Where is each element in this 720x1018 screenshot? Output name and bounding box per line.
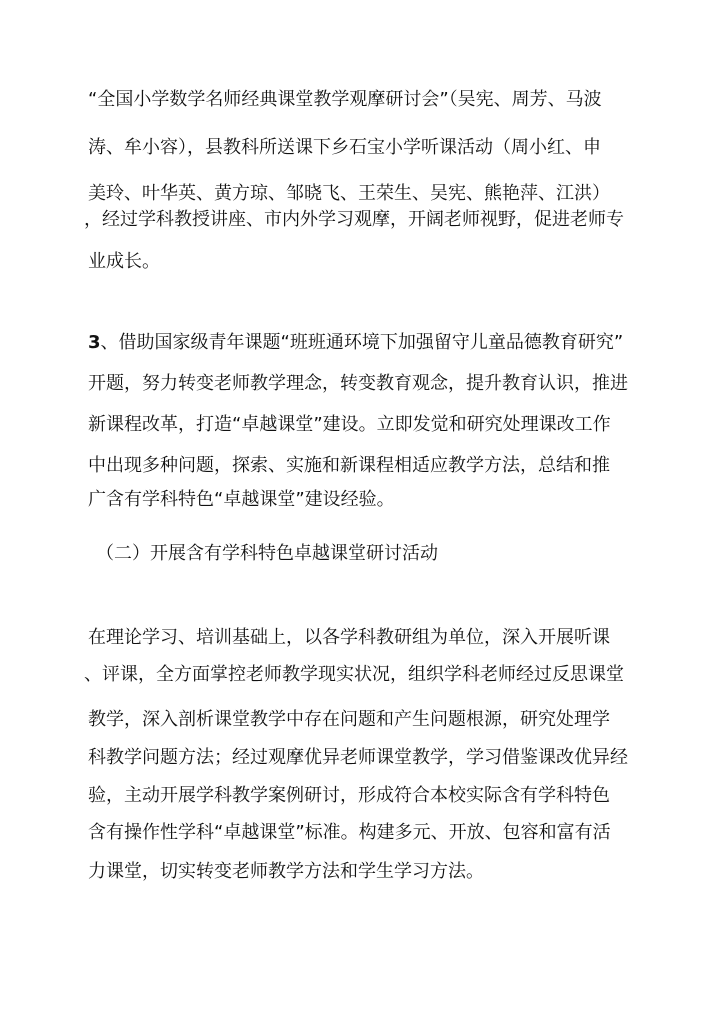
paragraph-2-line-4: 中出现多种问题，探索、实施和新课程相适应教学方法，总结和推 [88, 455, 610, 476]
paragraph-3-line-4: 科教学问题方法；经过观摩优异老师课堂教学，学习借鉴课改优异经 [88, 747, 628, 768]
paragraph-2-line-3: 新课程改革，打造“卓越课堂”建设。立即发觉和研究处理课改工作 [88, 414, 611, 435]
section-heading: （二）开展含有学科特色卓越课堂研讨活动 [96, 543, 438, 564]
paragraph-3-line-1: 在理论学习、培训基础上，以各学科教研组为单位，深入开展听课 [88, 627, 610, 648]
paragraph-3-line-7: 力课堂，切实转变老师教学方法和学生学习方法。 [88, 861, 484, 882]
paragraph-3-line-6: 含有操作性学科“卓越课堂”标准。构建多元、开放、包容和富有活 [88, 822, 611, 843]
item-number: 3 [88, 332, 101, 353]
paragraph-3-line-5: 验，主动开展学科教学案例研讨，形成符合本校实际含有学科特色 [88, 785, 610, 806]
paragraph-1-line-2: 涛、牟小容），县教科所送课下乡石宝小学听课活动（周小红、申 [88, 137, 601, 158]
paragraph-1-line-4: ，经过学科教授讲座、市内外学习观摩，开阔老师视野，促进老师专 [84, 209, 624, 230]
paragraph-1-line-3: 美玲、叶华英、黄方琼、邹晓飞、王荣生、吴宪、熊艳萍、江洪） [88, 183, 610, 204]
paragraph-1-line-1: “全国小学数学名师经典课堂教学观摩研讨会”（吴宪、周芳、马波 [88, 89, 602, 110]
paragraph-2-line-1 [88, 331, 623, 355]
paragraph-1-line-5: 业成长。 [88, 251, 160, 272]
paragraph-3-line-2: 、评课，全方面掌控老师教学现实状况，组织学科老师经过反思课堂 [84, 664, 624, 685]
paragraph-3-line-3: 教学，深入剖析课堂教学中存在问题和产生问题根源，研究处理学 [88, 709, 610, 730]
paragraph-2-line-1-text: 、借助国家级青年课题“班班通环境下加强留守儿童品德教育研究” [100, 332, 624, 353]
paragraph-2-line-2: 开题，努力转变老师教学理念，转变教育观念，提升教育认识，推进 [88, 373, 628, 394]
paragraph-2-line-5: 广含有学科特色“卓越课堂”建设经验。 [88, 489, 395, 510]
